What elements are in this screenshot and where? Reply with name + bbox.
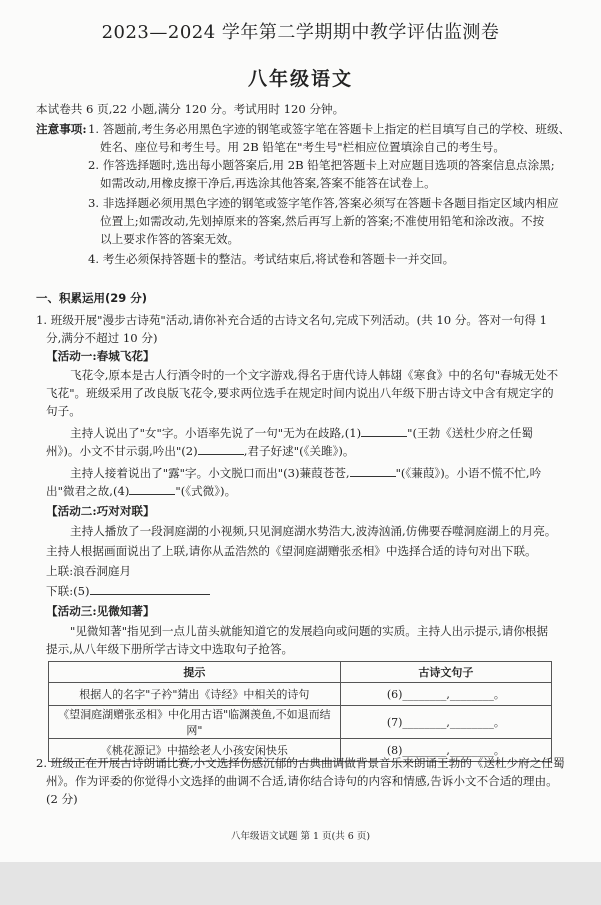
- notes-label: 注意事项:: [36, 122, 87, 136]
- answer-blank-1[interactable]: [361, 424, 407, 437]
- table-header-answer: 古诗文句子: [340, 662, 551, 683]
- activity-1-para-1-line-2: 飞花"。班级采用了改良版飞花令,要求两位选手在规定时间内说出八年级下册古诗文中含有规定字的: [46, 386, 554, 400]
- exam-title: 2023—2024 学年第二学期期中教学评估监测卷: [101, 22, 500, 43]
- hint-cell: 根据人的名字"子衿"猜出《诗经》中相关的诗句: [49, 683, 341, 706]
- answer-cell[interactable]: (6)________,________。: [340, 683, 551, 706]
- answer-cell[interactable]: (8)________,________。: [340, 739, 551, 762]
- hint-table: [48, 661, 552, 762]
- answer-blank-4[interactable]: [129, 482, 175, 495]
- activity-1-para-1-line-1: 飞花令,原本是古人行酒令时的一个文字游戏,得名于唐代诗人韩翃《寒食》中的名句"春城无处不: [70, 368, 559, 382]
- prompt-text: 州》)。小文不甘示弱,吟出"(2): [46, 444, 198, 458]
- question-2-line-1: 2. 班级正在开展古诗朗诵比赛,小文选择伤感沉郁的古典曲调做背景音乐来朗诵王勃的《送杜少府之任蜀: [36, 756, 565, 770]
- section-1-heading: 一、积累运用(29 分): [36, 291, 148, 305]
- exam-subtitle: 八年级语文: [247, 68, 353, 90]
- note-3-line-3: 以上要求作答的答案无效。: [100, 232, 240, 246]
- answer-blank-5[interactable]: [90, 582, 210, 595]
- activity-3-title: 【活动三:见微知著】: [46, 604, 155, 618]
- activity-1-para-3-line-2: [46, 482, 236, 500]
- viewer-bottom-bar: [0, 862, 601, 905]
- note-2-line-1: 2. 作答选择题时,选出每小题答案后,用 2B 铅笔把答题卡上对应题目选项的答案信息点涂黑;: [88, 158, 555, 172]
- prompt-text: "(《蒹葭》)。小语不慌不忙,吟: [395, 466, 542, 480]
- activity-3-para-line-1: "见微知著"指见到一点儿苗头就能知道它的发展趋向或问题的实质。主持人出示提示,请你根据: [70, 624, 549, 638]
- prompt-text: 主持人接着说出了"露"字。小文脱口而出"(3)蒹葭苍苍,: [70, 466, 350, 480]
- activity-2-para-line-2: 主持人根据画面说出了上联,请你从孟浩然的《望洞庭湖赠张丞相》中选择合适的诗句对出下联。: [46, 544, 537, 558]
- answer-blank-3[interactable]: [350, 464, 396, 477]
- question-1-line-2: 分,满分不超过 10 分): [46, 331, 158, 345]
- activity-2-para-line-1: 主持人播放了一段洞庭湖的小视频,只见洞庭湖水势浩大,波涛汹涌,仿佛要吞噬洞庭湖上的月亮。: [70, 524, 557, 538]
- activity-1-title: 【活动一:春城飞花】: [46, 349, 155, 363]
- table-row: [49, 706, 552, 739]
- couplet-upper: 上联:浪吞洞庭月: [46, 564, 132, 578]
- hint-cell: 《望洞庭湖赠张丞相》中化用古语"临渊羡鱼,不如退而结网": [49, 706, 341, 739]
- note-4: 4. 考生必须保持答题卡的整洁。考试结束后,将试卷和答题卡一并交回。: [88, 252, 455, 266]
- activity-1-para-3-line-1: [70, 464, 541, 482]
- hint-cell: 《桃花源记》中描绘老人小孩安闲快乐: [49, 739, 341, 762]
- question-2-line-3: (2 分): [46, 792, 78, 806]
- prompt-text: 主持人说出了"女"字。小语率先说了一句"无为在歧路,(1): [70, 426, 362, 440]
- couplet-lower: [46, 582, 210, 600]
- exam-info-line: 本试卷共 6 页,22 小题,满分 120 分。考试用时 120 分钟。: [36, 102, 345, 116]
- prompt-text: ,君子好逑"(《关雎》)。: [243, 444, 355, 458]
- activity-1-para-2-line-1: [70, 424, 533, 442]
- prompt-text: "(《式微》)。: [175, 484, 237, 498]
- question-2-line-2: 州》。作为评委的你觉得小文选择的曲调不合适,请你结合诗句的内容和情感,告诉小文不合适的理由。: [46, 774, 558, 788]
- note-1-line-1: 1. 答题前,考生务必用黑色字迹的钢笔或签字笔在答题卡上指定的栏目填写自己的学校、班级、: [88, 122, 571, 136]
- prompt-text: "(王勃《送杜少府之任蜀: [407, 426, 533, 440]
- activity-2-title: 【活动二:巧对对联】: [46, 504, 155, 518]
- page-footer: 八年级语文试题 第 1 页(共 6 页): [230, 831, 371, 842]
- answer-cell[interactable]: (7)________,________。: [340, 706, 551, 739]
- question-1-line-1: 1. 班级开展"漫步古诗苑"活动,请你补充合适的古诗文名句,完成下列活动。(共 10 分。答对一句得 1: [36, 313, 548, 327]
- activity-3-para-line-2: 提示,从八年级下册所学古诗文中选取句子抢答。: [46, 642, 294, 656]
- note-3-line-2: 位置上;如需改动,先划掉原来的答案,然后再写上新的答案;不准使用铅笔和涂改液。不按: [100, 214, 545, 228]
- table-header-row: [49, 662, 552, 683]
- prompt-text: 下联:(5): [46, 584, 90, 598]
- prompt-text: 出"微君之故,(4): [46, 484, 130, 498]
- answer-blank-2[interactable]: [198, 442, 244, 455]
- activity-1-para-1-line-3: 句子。: [46, 404, 81, 418]
- note-1-line-2: 姓名、座位号和考生号。用 2B 铅笔在"考生号"栏相应位置填涂自己的考生号。: [100, 140, 505, 154]
- table-header-hint: 提示: [49, 662, 341, 683]
- table-row: [49, 683, 552, 706]
- note-3-line-1: 3. 非选择题必须用黑色字迹的钢笔或签字笔作答,答案必须写在答题卡各题目指定区域内相应: [88, 196, 559, 210]
- activity-1-para-2-line-2: [46, 442, 355, 460]
- note-2-line-2: 如需改动,用橡皮擦干净后,再选涂其他答案,答案不能答在试卷上。: [100, 176, 436, 190]
